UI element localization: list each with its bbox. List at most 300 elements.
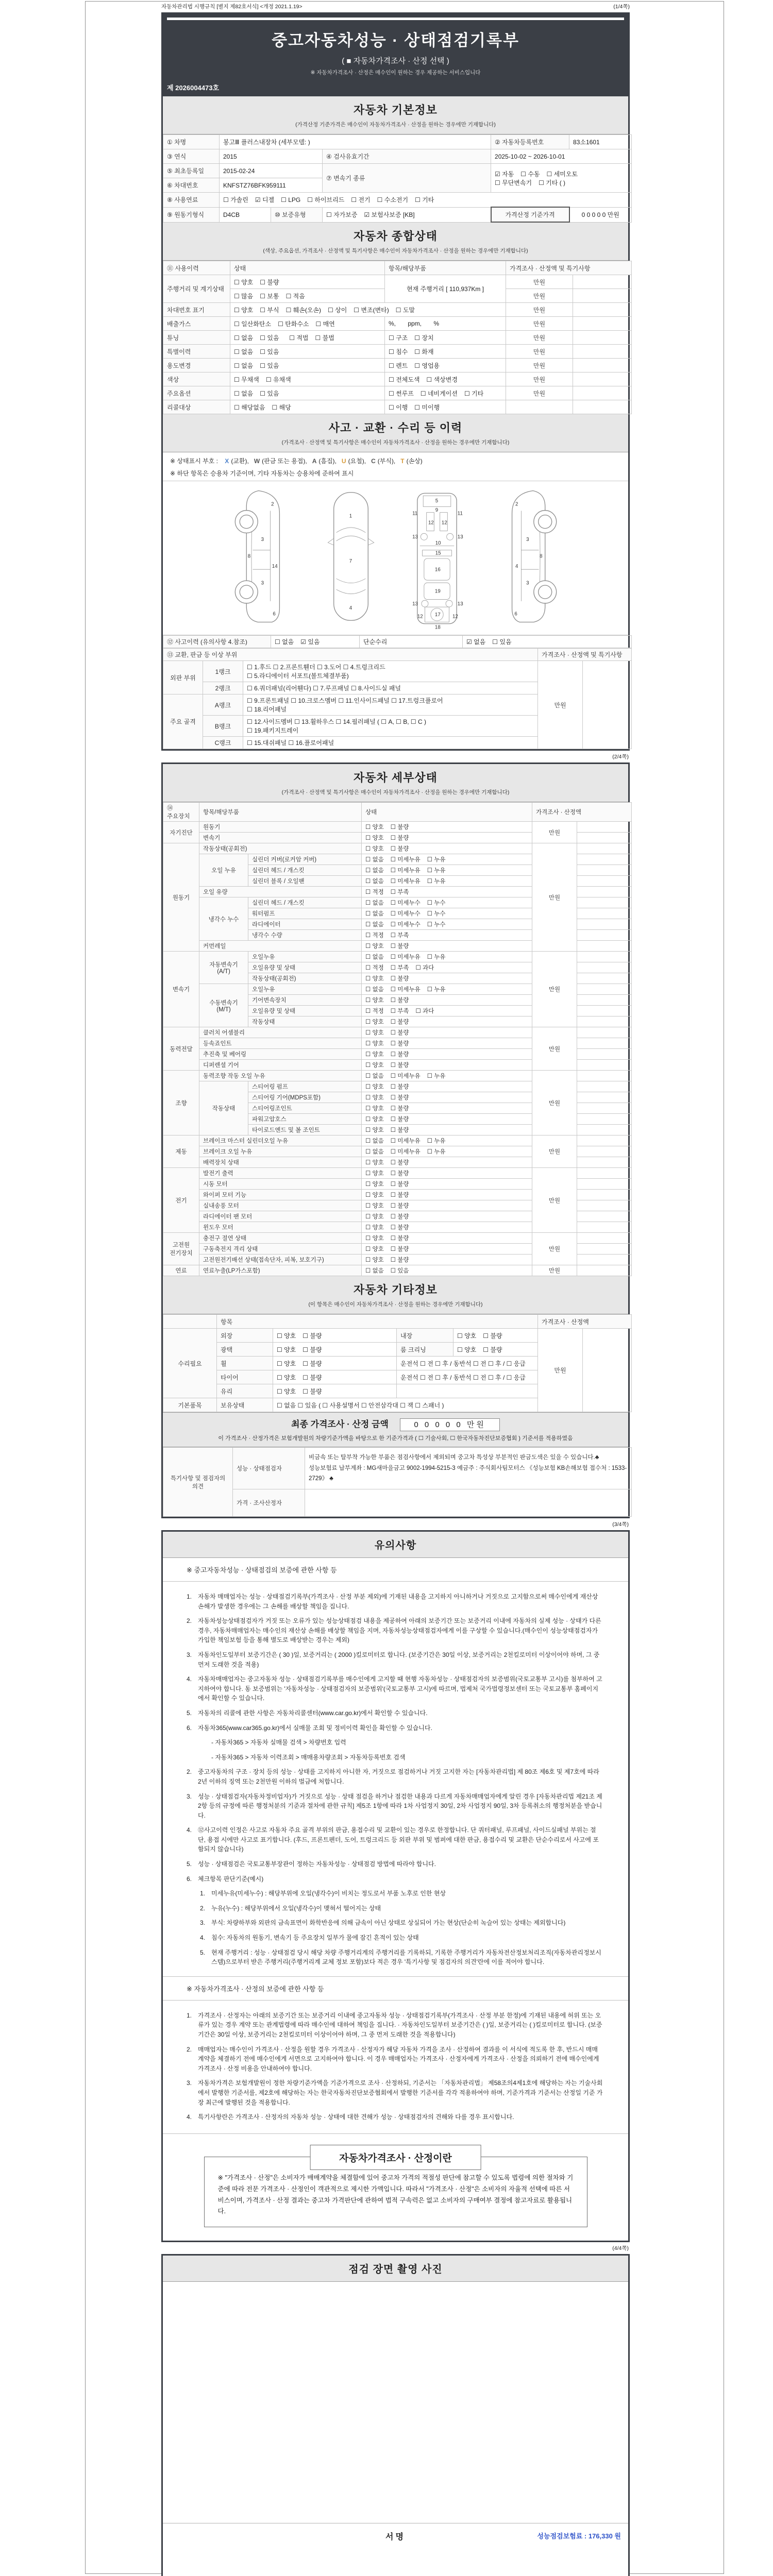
other-info-subtitle: (이 항목은 매수인이 자동차가격조사 · 산정을 원하는 경우에만 기재합니다) <box>308 1301 483 1308</box>
photo-section-header <box>163 2256 628 2282</box>
memo-cell <box>577 1168 632 1179</box>
basic-items-options: ☐ 없음 ☐ 있음 ( ☐ 사용설명서 ☐ 안전삼각대 ☐ 잭 ☐ 스패너 ) <box>273 1398 538 1412</box>
column-header: 가격조사 · 산정액 및 특기사항 <box>506 261 632 275</box>
checkbox-option: ☐ 없음 <box>365 922 384 928</box>
checkbox-option: ☐ 탄화수소 <box>278 320 309 328</box>
overall-state-table <box>163 261 632 414</box>
car-top-view <box>323 487 379 625</box>
checkbox-option: ☐ 없음 <box>365 868 384 874</box>
table-header-row <box>163 649 632 661</box>
rank-label: A랭크 <box>203 694 243 716</box>
checkbox-option: ☐ 없음 <box>365 857 384 863</box>
status-options-cell <box>362 1255 532 1265</box>
status-options-cell <box>362 973 532 984</box>
checkbox-option: ☐ 양호 <box>365 835 384 841</box>
checkbox-group <box>453 1329 538 1343</box>
diagram-label: 12 <box>452 614 458 620</box>
row-label: 광택 <box>217 1343 273 1357</box>
checkbox-option: ☐ 부족 <box>390 889 409 895</box>
device-group-label: 조향 <box>163 1071 199 1136</box>
checkbox-option: ☑ 자동 <box>495 170 514 178</box>
notice-item-number: 3. <box>187 1792 192 1800</box>
diagram-label: 6 <box>514 611 517 617</box>
legend-symbol: T <box>400 457 405 465</box>
first-registration-value: 2015-02-24 <box>220 164 323 178</box>
notice-item-text: 중고자동차의 구조 · 장치 등의 성능 · 상태를 고지하지 아니한 자, 거짓으로 점검하거나 거짓 고지한 자는 [자동차관리법] 제 80조 제6호 및 제7호에 따라 2년 이하의 징역 또는 2천만원 이하의 벌금에 처합니다. <box>198 1768 599 1785</box>
checkbox-group <box>273 1329 397 1343</box>
memo-cell <box>583 661 632 749</box>
memo-cell <box>577 1190 632 1200</box>
memo-cell <box>577 1157 632 1168</box>
field-label: ② 자동차등록번호 <box>491 135 569 149</box>
rank-line: ☐ 6.쿼더패널(리어휀다) ☐ 7.루프패널 ☐ 8.사이드실 패널 <box>247 685 401 692</box>
checkbox-group <box>230 331 385 345</box>
item-label: 오일유량 및 상태 <box>248 1006 362 1016</box>
status-options-cell <box>362 887 532 897</box>
rank-label: B랭크 <box>203 716 243 737</box>
checkbox-option: ☐ 장치 <box>414 334 434 342</box>
price-cell: 만원 <box>506 372 573 386</box>
checkbox-option: ☑ 보험사보증 [KB] <box>364 211 415 218</box>
item-label: 시동 모터 <box>199 1179 362 1190</box>
status-options-cell <box>362 984 532 995</box>
model-year-value: 2015 <box>220 149 323 164</box>
checkbox-option: ☐ 불량 <box>390 997 409 1004</box>
diagram-label: 6 <box>272 611 276 617</box>
checkbox-group <box>230 386 385 400</box>
checkbox-option: ☐ 적정 <box>365 965 384 971</box>
detail-table-row <box>163 822 632 833</box>
notice-item-number: 6. <box>187 1724 192 1732</box>
table-row <box>163 275 632 289</box>
item-label: 브레이크 마스터 실린더오일 누유 <box>199 1136 362 1146</box>
checkbox-group <box>495 170 628 178</box>
checkbox-option: ☐ 양호 <box>365 1106 384 1112</box>
checkbox-option: ☐ 네비게이션 <box>420 389 458 397</box>
notice-section1-heading: ※ 중고자동차성능 · 상태점검의 보증에 관한 사항 등 <box>163 1558 628 1582</box>
rank-line: ☐ 15.대쉬패널 ☐ 16.플로어패널 <box>247 739 334 747</box>
column-header: 가격조사 · 산정액 <box>532 803 632 822</box>
sub-group-label: 냉각수 누수 <box>199 897 248 941</box>
diagram-label: 4 <box>515 563 518 569</box>
status-options-cell <box>362 1081 532 1092</box>
remarks-label: 특기사항 및 점검자의 의견 <box>163 1448 233 1517</box>
table-row <box>163 207 632 222</box>
checkbox-option: ☐ 양호 <box>365 997 384 1004</box>
item-label: 스티어링 기어(MDPS포함) <box>248 1092 362 1103</box>
row-label: 용도변경 <box>163 359 230 372</box>
price-cell: 만원 <box>532 1233 577 1265</box>
status-options-cell <box>362 930 532 941</box>
car-damage-diagram <box>163 481 628 635</box>
table-row <box>163 1329 632 1343</box>
checkbox-option: ☐ 양호 <box>365 1127 384 1133</box>
status-options-cell <box>362 1103 532 1114</box>
status-options-cell <box>362 1168 532 1179</box>
checkbox-option: ☐ 불량 <box>390 1019 409 1025</box>
status-options-cell <box>362 1146 532 1157</box>
price-cell: 만원 <box>532 952 577 1027</box>
memo-cell <box>577 1136 632 1146</box>
memo-cell <box>577 1049 632 1060</box>
memo-cell <box>577 1038 632 1049</box>
panel-group-label: 주요 골격 <box>163 694 203 749</box>
item-label: 오일 유량 <box>199 887 362 897</box>
checkbox-option: ☐ 있음 <box>260 362 279 369</box>
checkbox-option: ☐ 기타 <box>415 196 434 204</box>
field-label: ⑨ 원동기형식 <box>163 207 220 222</box>
appraiser-label: 가격 · 조사산정자 <box>233 1489 305 1517</box>
device-group-label: 자기진단 <box>163 822 199 843</box>
notice-item-number <box>200 1738 211 1748</box>
fuel-type-cell <box>220 193 632 208</box>
checkbox-group <box>385 386 506 400</box>
item-label: 워터펌프 <box>248 908 362 919</box>
checkbox-option: ☐ 자가보증 <box>326 211 358 218</box>
memo-cell <box>577 887 632 897</box>
status-symbol-legend <box>170 456 621 465</box>
table-row <box>163 331 632 345</box>
notice-item-number: 6. <box>187 1875 192 1883</box>
status-options-cell <box>362 1265 532 1276</box>
price-cell: 만원 <box>532 822 577 843</box>
notice-item-text: - 자동차365 > 자동차 실매물 검색 > 차량번호 입력 <box>211 1739 346 1747</box>
checkbox-option: ☐ 적법 <box>285 334 309 342</box>
checkbox-option: ☑ 디젤 <box>255 196 275 204</box>
checkbox-option: ☐ 불량 <box>303 1374 322 1381</box>
status-options-cell <box>362 1027 532 1038</box>
column-header: ⑭ 주요장치 <box>163 803 199 822</box>
notice-item-text: 현재 주행거리 : 성능 · 상태점검 당시 해당 차량 주행거리계의 주행거리를 기록하되, 기록한 주행거리가 자동차전산정보처리조직(자동차관리정보시스템)으로부터 받은 주행거리(주행거리계 교체 정보 포함)보다 적은 경우 '특기사항 및 점검자의 의견'란에 이를 적어야 합니다. <box>211 1948 601 1966</box>
memo-cell <box>577 1006 632 1016</box>
other-info-title: 자동차 기타정보 <box>354 1283 438 1296</box>
checkbox-option: ☐ 미세누유 <box>390 1138 421 1144</box>
remarks-table <box>163 1447 632 1517</box>
status-options-cell <box>362 1060 532 1071</box>
notice-item-text: 성능 · 상태점검은 국토교통부장관이 정하는 자동차성능 · 상태점검 방법에 따라야 합니다. <box>198 1860 436 1868</box>
notice-item-number: 5. <box>187 1860 192 1868</box>
memo-cell <box>573 359 632 372</box>
checkbox-option: ☐ 부식 <box>260 306 279 314</box>
item-label: 실린더 블록 / 오일팬 <box>248 876 362 887</box>
item-label: 오일누유 <box>248 952 362 962</box>
notice-item <box>187 1825 603 1854</box>
memo-cell <box>573 303 632 317</box>
legend-symbol: C <box>371 457 376 465</box>
status-options-cell <box>362 1157 532 1168</box>
checkbox-option: ☐ 미세누수 <box>390 911 421 917</box>
checkbox-option: ☐ 적정 <box>365 933 384 939</box>
diagram-label: 3 <box>526 580 529 586</box>
notice-item-number: 2. <box>187 1617 192 1625</box>
memo-cell <box>577 833 632 843</box>
detail-state-title: 자동차 세부상태 <box>354 771 438 784</box>
item-label: 파워고압호스 <box>248 1114 362 1125</box>
legend-desc: (손상) <box>406 457 423 465</box>
diagram-label: 1 <box>349 513 352 519</box>
memo-cell <box>577 1244 632 1255</box>
checkbox-option: ☐ 훼손(오손) <box>285 306 322 314</box>
item-label: 기어변속장치 <box>248 995 362 1006</box>
table-row <box>163 1448 632 1489</box>
row-label: 배출가스 <box>163 317 230 331</box>
checkbox-option: ☐ 누유 <box>427 868 446 874</box>
legend-symbol: U <box>341 457 346 465</box>
checkbox-option: ☐ 불량 <box>390 1127 409 1133</box>
notice-item <box>187 1616 603 1645</box>
notice-item-text: 자동차가격은 보험개발원이 정한 차량기준가액을 기준가격으로 조사 · 산정하되, 기준서는 「자동차관리법」 제58조의4제1호에 해당하는 자는 기술사회에서 발행한 기준서를, 제2호에 해당하는 자는 한국자동차진단보증협회에서 발행한 기준서를 각각 적용하여야 하며, 기준가격과 기준서는 산정일 기준 가장 최근에 발행된 것을 적용합니다. <box>198 2079 603 2106</box>
checkbox-group <box>463 636 632 648</box>
checkbox-option: ☐ 부족 <box>390 1008 409 1014</box>
diagram-label: 19 <box>434 588 441 595</box>
legend-symbol: A <box>312 457 317 465</box>
checkbox-option: ☐ 양호 <box>277 1332 296 1340</box>
diagram-label: 12 <box>441 520 447 526</box>
checkbox-group <box>273 1343 397 1357</box>
appraisal-definition-title: 자동차가격조사 · 산정이란 <box>310 2145 481 2170</box>
checkbox-option: ☐ 적정 <box>365 1008 384 1014</box>
base-price-label: 가격산정 기준가격 <box>491 207 569 222</box>
checkbox-option: ☐ 무채색 <box>234 376 259 383</box>
checkbox-option: ☐ 양호 <box>365 1160 384 1166</box>
diagram-label: 10 <box>435 540 441 547</box>
checkbox-option: ☐ 있음 <box>260 389 279 397</box>
checkbox-option: ☐ 기타 <box>464 389 484 397</box>
checkbox-option: ☐ 해당없음 <box>234 403 265 411</box>
notice-item-text: 미세누유(미세누수) : 해당부위에 오일(냉각수)이 비치는 정도로서 부품 노후로 인한 현상 <box>211 1890 446 1897</box>
notice-item <box>187 1708 603 1718</box>
notice-item-number: 3. <box>187 2079 192 2087</box>
notice-item <box>187 2045 603 2074</box>
basic-info-table <box>163 134 632 223</box>
checkbox-option: ☐ 양호 <box>234 278 254 286</box>
page-marker-3: (3/4쪽) <box>612 1521 629 1528</box>
notice-item <box>187 1859 603 1869</box>
memo-cell <box>577 1255 632 1265</box>
other-info-table <box>163 1314 632 1412</box>
item-label: 커먼레일 <box>199 941 362 952</box>
status-options-cell <box>362 1179 532 1190</box>
memo-cell <box>577 1179 632 1190</box>
rank-items <box>243 661 538 682</box>
checkbox-option: ☐ 없음 <box>234 348 254 355</box>
rank-line: ☐ 1.후드 ☐ 2.프론트휀더 ☐ 3.도어 ☐ 4.트렁크리드 <box>247 664 385 671</box>
checkbox-option: ☐ 무단변속기 <box>495 179 532 187</box>
notice-item-text: - 자동차365 > 자동차 이력조회 > 매매용차량조회 > 자동차등록번호 검색 <box>211 1753 406 1761</box>
row-label: 보유상태 <box>217 1398 273 1412</box>
status-options-cell <box>362 1244 532 1255</box>
checkbox-option: ☐ 양호 <box>365 1041 384 1047</box>
notice-item-text: 자동차인도일부터 보증기간은 ( 30 )일, 보증거리는 ( 2000 )킬로미터로 합니다. (보증기간은 30일 이상, 보증거리는 2천킬로미터 이상이어야 하며, 그 중 먼저 도래한 것을 적용) <box>198 1651 600 1668</box>
table-row <box>163 149 632 164</box>
document-column <box>161 2 630 2576</box>
overall-state-subtitle: (색상, 주요옵션, 가격조사 · 산정액 및 특기사항은 매수인이 자동차가격조사 · 산정을 원하는 경우에만 기재합니다) <box>263 248 528 254</box>
device-group-label: 고전원 전기장치 <box>163 1233 199 1265</box>
item-label: 클러치 어셈블리 <box>199 1027 362 1038</box>
table-row <box>163 400 632 414</box>
legend-block <box>163 452 628 481</box>
checkbox-option: ☐ 과다 <box>415 965 434 971</box>
field-label: ⑦ 변속기 종류 <box>323 164 491 193</box>
diagram-label: 16 <box>434 567 441 573</box>
checkbox-option: ☐ 누유 <box>427 857 446 863</box>
checkbox-option: ☐ 침수 <box>389 348 408 355</box>
column-header: 항목/해당부품 <box>385 261 506 275</box>
notice-item-number: 4. <box>200 1934 206 1942</box>
status-options-cell <box>362 1211 532 1222</box>
rank-line: ☐ 12.사이드멤버 ☐ 13.휠하우스 ☐ 14.필러패널 ( ☐ A, ☐ B, ☐ C ) <box>247 718 426 725</box>
engine-type-value: D4CB <box>220 207 271 222</box>
rank-line: ☐ 19.패키지트레이 <box>247 727 299 734</box>
checkbox-group <box>230 345 385 359</box>
diagram-label: 17 <box>434 612 441 618</box>
item-label: 동력조향 작동 오일 누유 <box>199 1071 362 1081</box>
checkbox-option: ☐ 전체도색 <box>389 376 420 383</box>
detail-state-subtitle: (가격조사 · 산정액 및 특기사항은 매수인이 자동차가격조사 · 산정을 원하는 경우에만 기재합니다) <box>281 789 510 795</box>
checkbox-option: ☐ 양호 <box>365 1019 384 1025</box>
rank-items <box>243 694 538 716</box>
notice-header <box>163 1532 628 1558</box>
checkbox-group <box>385 359 506 372</box>
group-label: 수리필요 <box>163 1329 217 1398</box>
checkbox-option: ☐ 양호 <box>365 1030 384 1036</box>
checkbox-option: ☐ 없음 <box>365 1073 384 1079</box>
checkbox-option: ☐ 불량 <box>390 835 409 841</box>
rank-line: ☐ 18.리어패널 <box>247 706 287 713</box>
memo-cell <box>577 984 632 995</box>
item-label: 냉각수 수량 <box>248 930 362 941</box>
checkbox-group <box>273 1357 397 1370</box>
checkbox-option: ☐ 가솔린 <box>223 196 248 204</box>
memo-cell <box>577 1222 632 1233</box>
notice-item-number: 1. <box>187 2011 192 2019</box>
device-group-label: 전기 <box>163 1168 199 1233</box>
price-cell: 만원 <box>532 843 577 952</box>
table-row <box>163 317 632 331</box>
detail-table-row <box>163 1168 632 1179</box>
price-cell: 만원 <box>506 303 573 317</box>
basic-info-header <box>163 96 628 134</box>
memo-cell <box>577 876 632 887</box>
notice-section2-heading: ※ 자동차가격조사 · 산정의 보증에 관한 사항 등 <box>163 1976 628 2001</box>
checkbox-group <box>385 331 506 345</box>
notice-item-text: 특기사항란은 가격조사 · 산정자의 자동차 성능 · 상태에 대한 견해가 성능 · 상태점검자의 견해와 다를 경우 표시합니다. <box>198 2113 514 2121</box>
checkbox-option: ☐ 불량 <box>390 976 409 982</box>
sub-group-label: 자동변속기 (A/T) <box>199 952 248 984</box>
checkbox-option: ☐ 미세누수 <box>390 922 421 928</box>
checkbox-option: ☐ 양호 <box>365 824 384 831</box>
checkbox-group <box>230 317 385 331</box>
status-options-cell <box>362 876 532 887</box>
notice-item-number: 1. <box>200 1890 206 1897</box>
car-underbody-view <box>406 487 468 630</box>
document-title: 중고자동차성능 · 상태점검기록부 <box>272 31 519 49</box>
item-label: 실린더 헤드 / 개스킷 <box>248 865 362 876</box>
memo-cell <box>577 941 632 952</box>
status-options-cell <box>362 822 532 833</box>
notice-item-number: 3. <box>187 1651 192 1658</box>
checkbox-option: ☐ 불량 <box>390 1235 409 1242</box>
item-label: 원동기 <box>199 822 362 833</box>
notice-item-number: 4. <box>187 2113 192 2121</box>
status-options-cell <box>362 854 532 865</box>
panel-header-left: ⑬ 교환, 판금 등 이상 부위 <box>163 649 538 661</box>
status-options-cell <box>362 952 532 962</box>
memo-cell <box>577 952 632 962</box>
notice-item <box>187 1650 603 1669</box>
legend-desc: (부식), <box>377 457 396 465</box>
checkbox-option: ☑ 있음 <box>300 638 320 646</box>
device-group-label: 동력전달 <box>163 1027 199 1071</box>
notice-item-number: 3. <box>200 1919 206 1927</box>
checkbox-group <box>271 636 360 648</box>
row-label: 특별이력 <box>163 345 230 359</box>
table-row <box>163 372 632 386</box>
checkbox-option: ☐ 불량 <box>390 846 409 852</box>
checkbox-option: ☐ 불량 <box>390 824 409 831</box>
detail-table-row <box>163 843 632 854</box>
checkbox-option: ☐ 불량 <box>483 1332 502 1340</box>
memo-cell <box>573 289 632 303</box>
item-label: 실내송풍 모터 <box>199 1200 362 1211</box>
checkbox-option: ☐ 없음 <box>365 1138 384 1144</box>
notice-item-text: ⑫사고이력 인정은 사고로 자동차 주요 골격 부위의 판금, 용접수리 및 교환이 있는 경우로 한정합니다. 단 쿼터패널, 루프패널, 사이드실패널 부위는 절단, 용접 시에만 사고로 표기합니다. (후드, 프론트펜더, 도어, 트렁크리드 등 외판 부위 및 범퍼에 대한 판금, 용접수리 및 교환은 단순수리로서 사고에 포함되지 않습니다) <box>198 1826 599 1853</box>
memo-cell <box>577 1092 632 1103</box>
checkbox-group <box>495 178 628 187</box>
checkbox-option: ☐ 없음 <box>234 362 254 369</box>
checkbox-group <box>385 372 506 386</box>
status-options-cell <box>362 941 532 952</box>
memo-cell <box>573 331 632 345</box>
checkbox-group <box>230 400 385 414</box>
detail-table-row <box>163 1071 632 1081</box>
memo-cell <box>577 897 632 908</box>
checkbox-option: ☐ 없음 <box>365 878 384 885</box>
checkbox-option: ☐ 구조 <box>389 334 408 342</box>
appraiser-remark-text <box>305 1489 632 1517</box>
document-subtitle: ( ■ 자동차가격조사 · 산정 선택 ) <box>342 57 449 65</box>
row-label: 룸 크리닝 <box>397 1343 453 1357</box>
memo-cell <box>583 1329 632 1412</box>
table-row <box>163 1489 632 1517</box>
rank-line: ☐ 5.라디에이터 서포트(볼트체결부품) <box>247 672 349 680</box>
status-options-cell <box>362 843 532 854</box>
diagram-label: 13 <box>412 534 418 540</box>
memo-cell <box>573 386 632 400</box>
row-label: 리콜대상 <box>163 400 230 414</box>
appraisal-definition-text: ※ "가격조사 · 산정"은 소비자가 매매계약을 체결함에 있어 중고차 가격의 적절성 판단에 참고할 수 있도록 법령에 의한 절차와 기준에 따라 전문 가격조사 · 산정인이 객관적으로 제시한 가액입니다. 따라서 "가격조사 · 산정"은 소비자의 자율적 선택에 따른 서비스이며, 가격조사 · 산정 결과는 중고차 가격판단에 관하여 법적 구속력은 없고 소비자의 구매여부 결정에 참고자료로 활용됩니다. <box>217 2174 574 2215</box>
legend-symbol: W <box>254 457 260 465</box>
checkbox-option: ☐ 양호 <box>365 1095 384 1101</box>
checkbox-option: ☐ 불량 <box>483 1346 502 1353</box>
checkbox-option: ☐ 불량 <box>260 278 279 286</box>
checkbox-option: ☐ 수동 <box>520 170 540 178</box>
notice-item <box>187 1592 603 1611</box>
legend-desc: (교환), <box>231 457 249 465</box>
group-label: 기본품목 <box>163 1398 217 1412</box>
status-options-cell <box>362 1233 532 1244</box>
checkbox-option: ☐ 적음 <box>285 292 305 300</box>
status-options-cell <box>362 1092 532 1103</box>
checkbox-option: ☐ 누유 <box>427 1149 446 1155</box>
notice-item-number: 4. <box>187 1675 192 1683</box>
blank-cell <box>397 1384 538 1398</box>
checkbox-option: ☐ 양호 <box>365 1203 384 1209</box>
checkbox-group <box>230 303 506 317</box>
memo-cell <box>577 1027 632 1038</box>
detail-table-row <box>163 1027 632 1038</box>
checkbox-option: ☐ 양호 <box>277 1387 296 1395</box>
